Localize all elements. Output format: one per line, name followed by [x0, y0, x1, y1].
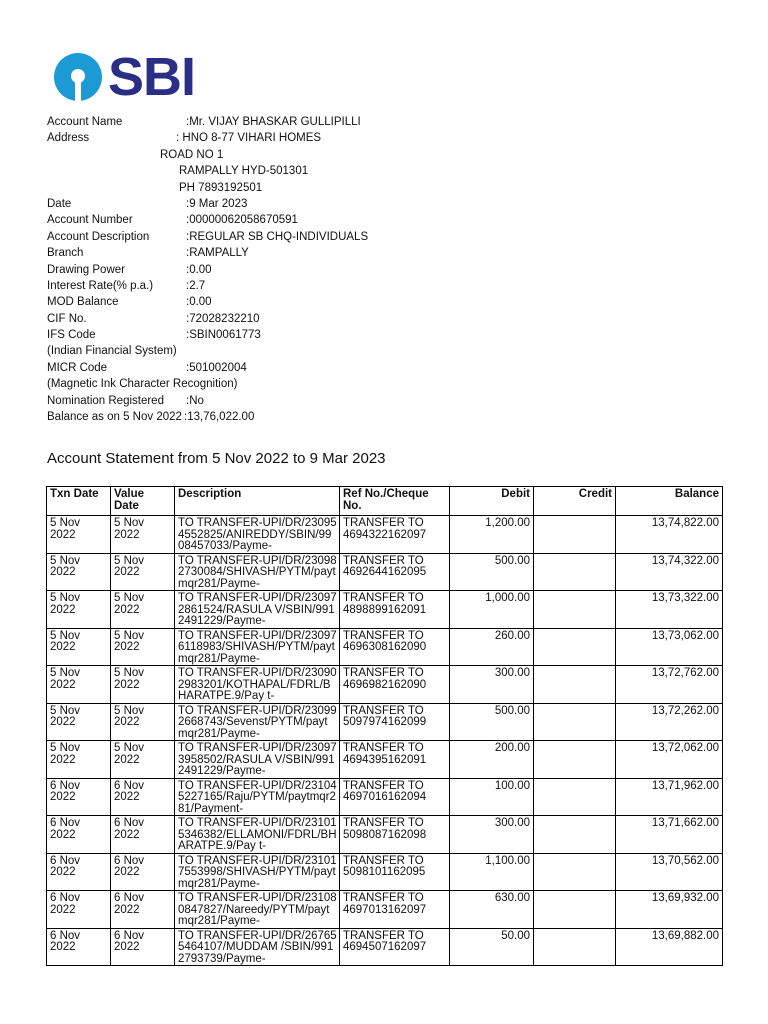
table-row: [47, 741, 723, 779]
interest-rate-value: :2.7: [186, 279, 206, 292]
address-line-1: : HNO 8-77 VIHARI HOMES: [176, 132, 322, 145]
credit-cell: [534, 628, 616, 666]
branch-value: :RAMPALLY: [186, 247, 249, 260]
description-cell: TO TRANSFER-UPI/DR/231080847827/Nareedy/PYTM/paytmqr281/Payme-: [175, 891, 340, 929]
debit-cell: 630.00: [450, 891, 534, 929]
nomination-label: Nomination Registered: [47, 394, 164, 407]
value-date-cell: 5 Nov 2022: [111, 703, 175, 741]
txn-date-cell: 6 Nov 2022: [47, 891, 111, 929]
statement-title: Account Statement from 5 Nov 2022 to 9 Mar 2023: [47, 450, 386, 467]
header-debit: Debit: [450, 487, 534, 516]
ref-no-cell: TRANSFER TO 5098101162095: [340, 853, 450, 891]
header-credit: Credit: [534, 487, 616, 516]
value-date-cell: 5 Nov 2022: [111, 741, 175, 779]
ifs-code-value: :SBIN0061773: [186, 329, 261, 342]
account-name-value: :Mr. VIJAY BHASKAR GULLIPILLI: [186, 116, 361, 128]
debit-cell: 260.00: [450, 628, 534, 666]
table-row: [47, 628, 723, 666]
balance-cell: 13,71,662.00: [616, 816, 723, 854]
ifs-code-label: IFS Code: [47, 329, 96, 342]
balance-cell: 13,73,322.00: [616, 591, 723, 629]
ref-no-cell: TRANSFER TO 4898899162091: [340, 591, 450, 629]
txn-date-cell: 6 Nov 2022: [47, 853, 111, 891]
credit-cell: [534, 666, 616, 704]
table-row: [47, 516, 723, 554]
balance-as-on-label: Balance as on 5 Nov 2022: [47, 411, 182, 424]
ref-no-cell: TRANSFER TO 4696982162090: [340, 666, 450, 704]
credit-cell: [534, 703, 616, 741]
value-date-cell: 6 Nov 2022: [111, 928, 175, 966]
ref-no-cell: TRANSFER TO 4697016162094: [340, 778, 450, 816]
micr-code-label: MICR Code: [47, 361, 108, 374]
table-header-row: [47, 487, 723, 516]
table-row: [47, 928, 723, 966]
credit-cell: [534, 928, 616, 966]
value-date-cell: 6 Nov 2022: [111, 778, 175, 816]
debit-cell: 500.00: [450, 553, 534, 591]
mod-balance-value: :0.00: [186, 296, 212, 309]
branch-label: Branch: [47, 247, 84, 260]
ref-no-cell: TRANSFER TO 4694322162097: [340, 516, 450, 554]
value-date-cell: 5 Nov 2022: [111, 516, 175, 554]
ref-no-cell: TRANSFER TO 4696308162090: [340, 628, 450, 666]
address-label: Address: [47, 132, 90, 145]
account-number-label: Account Number: [47, 214, 133, 227]
debit-cell: 500.00: [450, 703, 534, 741]
txn-date-cell: 5 Nov 2022: [47, 703, 111, 741]
header-txn-date: Txn Date: [47, 487, 111, 516]
drawing-power-value: :0.00: [186, 263, 212, 276]
credit-cell: [534, 778, 616, 816]
balance-cell: 13,74,822.00: [616, 516, 723, 554]
debit-cell: 50.00: [450, 928, 534, 966]
balance-cell: 13,71,962.00: [616, 778, 723, 816]
txn-date-cell: 5 Nov 2022: [47, 628, 111, 666]
description-cell: TO TRANSFER-UPI/DR/230902983201/KOTHAPAL/FDRL/BHARATPE.9/Pay t-: [175, 666, 340, 704]
description-cell: TO TRANSFER-UPI/DR/231017553998/SHIVASH/PYTM/paytmqr281/Payme-: [175, 853, 340, 891]
interest-rate-label: Interest Rate(% p.a.): [47, 279, 154, 292]
txn-date-cell: 6 Nov 2022: [47, 816, 111, 854]
txn-date-cell: 6 Nov 2022: [47, 928, 111, 966]
txn-date-cell: 5 Nov 2022: [47, 591, 111, 629]
header-value-date: Value Date: [111, 487, 175, 516]
debit-cell: 100.00: [450, 778, 534, 816]
debit-cell: 200.00: [450, 741, 534, 779]
description-cell: TO TRANSFER-UPI/DR/230976118983/SHIVASH/PYTM/paytmqr281/Payme-: [175, 628, 340, 666]
credit-cell: [534, 816, 616, 854]
sbi-logo: [54, 47, 196, 107]
micr-note: (Magnetic Ink Character Recognition): [47, 378, 238, 391]
txn-date-cell: 5 Nov 2022: [47, 553, 111, 591]
credit-cell: [534, 553, 616, 591]
header-description: Description: [175, 487, 340, 516]
debit-cell: 300.00: [450, 666, 534, 704]
value-date-cell: 5 Nov 2022: [111, 666, 175, 704]
balance-cell: 13,70,562.00: [616, 853, 723, 891]
debit-cell: 1,000.00: [450, 591, 534, 629]
table-row: [47, 591, 723, 629]
table-body: [47, 516, 723, 966]
description-cell: TO TRANSFER-UPI/DR/231045227165/Raju/PYTM/paytmqr281/Payment-: [175, 778, 340, 816]
sbi-logo-text: SBI: [108, 47, 196, 107]
value-date-cell: 5 Nov 2022: [111, 591, 175, 629]
ref-no-cell: TRANSFER TO 4692644162095: [340, 553, 450, 591]
value-date-cell: 6 Nov 2022: [111, 853, 175, 891]
txn-date-cell: 5 Nov 2022: [47, 516, 111, 554]
address-line-2: ROAD NO 1: [160, 148, 224, 161]
txn-date-cell: 5 Nov 2022: [47, 666, 111, 704]
header-ref-no: Ref No./Cheque No.: [340, 487, 450, 516]
balance-cell: 13,72,762.00: [616, 666, 723, 704]
cif-label: CIF No.: [47, 312, 87, 325]
micr-code-value: :501002004: [186, 361, 247, 374]
header-balance: Balance: [616, 487, 723, 516]
credit-cell: [534, 891, 616, 929]
description-cell: TO TRANSFER-UPI/DR/230982730084/SHIVASH/PYTM/paytmqr281/Payme-: [175, 553, 340, 591]
table-row: [47, 553, 723, 591]
account-name-label: Account Name: [47, 116, 123, 128]
description-cell: TO TRANSFER-UPI/DR/267655464107/MUDDAM /SBIN/9912793739/Payme-: [175, 928, 340, 966]
txn-date-cell: 6 Nov 2022: [47, 778, 111, 816]
description-cell: TO TRANSFER-UPI/DR/231015346382/ELLAMONI/FDRL/BHARATPE.9/Pay t-: [175, 816, 340, 854]
credit-cell: [534, 591, 616, 629]
balance-cell: 13,72,062.00: [616, 741, 723, 779]
debit-cell: 300.00: [450, 816, 534, 854]
account-description-value: :REGULAR SB CHQ-INDIVIDUALS: [186, 230, 369, 243]
credit-cell: [534, 853, 616, 891]
balance-as-on-value: :13,76,022.00: [184, 411, 255, 424]
address-line-4: PH 7893192501: [179, 181, 263, 194]
table-row: [47, 853, 723, 891]
table-row: [47, 703, 723, 741]
account-description-label: Account Description: [47, 230, 150, 243]
balance-cell: 13,72,262.00: [616, 703, 723, 741]
date-value: :9 Mar 2023: [186, 197, 248, 210]
cif-value: :72028232210: [186, 312, 260, 325]
description-cell: TO TRANSFER-UPI/DR/230992668743/Sevenst/PYTM/paytmqr281/Payme-: [175, 703, 340, 741]
table-row: [47, 816, 723, 854]
ifs-note: (Indian Financial System): [47, 345, 177, 358]
description-cell: TO TRANSFER-UPI/DR/230972861524/RASULA V/SBIN/9912491229/Payme-: [175, 591, 340, 629]
table-row: [47, 891, 723, 929]
balance-cell: 13,73,062.00: [616, 628, 723, 666]
drawing-power-label: Drawing Power: [47, 263, 125, 276]
description-cell: TO TRANSFER-UPI/DR/230954552825/ANIREDDY/SBIN/9908457033/Payme-: [175, 516, 340, 554]
table-row: [47, 666, 723, 704]
address-line-3: RAMPALLY HYD-501301: [179, 165, 309, 178]
debit-cell: 1,100.00: [450, 853, 534, 891]
account-number-value: :00000062058670591: [186, 214, 298, 227]
credit-cell: [534, 741, 616, 779]
balance-cell: 13,74,322.00: [616, 553, 723, 591]
mod-balance-label: MOD Balance: [47, 296, 119, 309]
debit-cell: 1,200.00: [450, 516, 534, 554]
balance-cell: 13,69,882.00: [616, 928, 723, 966]
value-date-cell: 5 Nov 2022: [111, 628, 175, 666]
ref-no-cell: TRANSFER TO 5097974162099: [340, 703, 450, 741]
value-date-cell: 6 Nov 2022: [111, 816, 175, 854]
table-row: [47, 778, 723, 816]
ref-no-cell: TRANSFER TO 4694507162097: [340, 928, 450, 966]
balance-cell: 13,69,932.00: [616, 891, 723, 929]
credit-cell: [534, 516, 616, 554]
value-date-cell: 5 Nov 2022: [111, 553, 175, 591]
nomination-value: :No: [186, 394, 204, 407]
ref-no-cell: TRANSFER TO 4697013162097: [340, 891, 450, 929]
ref-no-cell: TRANSFER TO 4694395162091: [340, 741, 450, 779]
transactions-table: [46, 486, 723, 966]
txn-date-cell: 5 Nov 2022: [47, 741, 111, 779]
ref-no-cell: TRANSFER TO 5098087162098: [340, 816, 450, 854]
description-cell: TO TRANSFER-UPI/DR/230973958502/RASULA V/SBIN/9912491229/Payme-: [175, 741, 340, 779]
sbi-logo-icon: [54, 53, 102, 101]
date-label: Date: [47, 197, 72, 210]
value-date-cell: 6 Nov 2022: [111, 891, 175, 929]
